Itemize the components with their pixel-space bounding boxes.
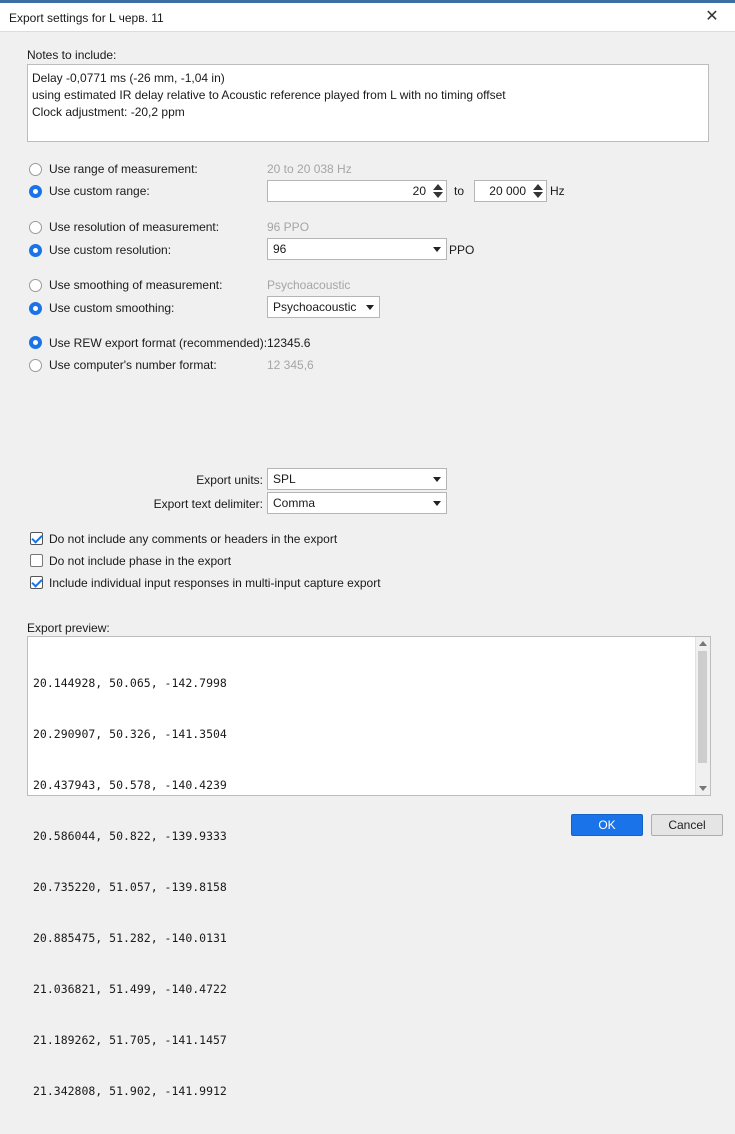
resolution-custom-radio[interactable] bbox=[29, 244, 42, 257]
chevron-down-icon[interactable] bbox=[433, 247, 441, 252]
preview-lines bbox=[33, 641, 227, 1134]
resolution-measurement-value: 96 PPO bbox=[267, 220, 310, 234]
range-measurement-label: Use range of measurement: bbox=[49, 162, 198, 176]
range-measurement-value: 20 to 20 038 Hz bbox=[267, 162, 352, 176]
individual-inputs-checkbox[interactable] bbox=[30, 576, 43, 589]
close-icon[interactable]: ✕ bbox=[705, 8, 719, 25]
delimiter-select[interactable] bbox=[267, 492, 447, 514]
scroll-down-icon[interactable] bbox=[699, 786, 707, 791]
notes-line: using estimated IR delay relative to Acoustic reference played from L with no timing offset bbox=[32, 88, 506, 102]
range-to-value: 20 000 bbox=[489, 184, 526, 198]
range-to-label: to bbox=[454, 184, 465, 198]
export-units-value: SPL bbox=[273, 472, 296, 486]
chevron-down-icon[interactable] bbox=[433, 501, 441, 506]
smoothing-measurement-value: Psychoacoustic bbox=[267, 278, 351, 292]
resolution-select-value: 96 bbox=[273, 242, 287, 256]
no-phase-label: Do not include phase in the export bbox=[49, 554, 232, 568]
notes-line: Delay -0,0771 ms (-26 mm, -1,04 in) bbox=[32, 71, 225, 85]
individual-inputs-label: Include individual input responses in multi-input capture export bbox=[49, 576, 381, 590]
smoothing-measurement-label: Use smoothing of measurement: bbox=[49, 278, 223, 292]
delimiter-value: Comma bbox=[273, 496, 316, 510]
preview-line: 20.586044, 50.822, -139.9333 bbox=[33, 829, 227, 843]
preview-line: 21.036821, 51.499, -140.4722 bbox=[33, 982, 227, 996]
resolution-custom-label: Use custom resolution: bbox=[49, 243, 172, 257]
chevron-down-icon[interactable] bbox=[366, 305, 374, 310]
smoothing-select[interactable] bbox=[267, 296, 380, 318]
export-units-label: Export units: bbox=[196, 473, 263, 487]
spinner-arrows-icon[interactable] bbox=[533, 184, 543, 198]
range-from-spinner[interactable] bbox=[267, 180, 447, 202]
preview-line: 20.735220, 51.057, -139.8158 bbox=[33, 880, 227, 894]
preview-line: 20.290907, 50.326, -141.3504 bbox=[33, 727, 227, 741]
spinner-arrows-icon[interactable] bbox=[433, 184, 443, 198]
range-measurement-radio[interactable] bbox=[29, 163, 42, 176]
preview-line: 20.144928, 50.065, -142.7998 bbox=[33, 676, 227, 690]
chevron-down-icon[interactable] bbox=[433, 477, 441, 482]
computer-format-label: Use computer's number format: bbox=[49, 358, 217, 372]
rew-format-label: Use REW export format (recommended): bbox=[49, 336, 268, 350]
preview-scrollbar[interactable] bbox=[695, 637, 710, 795]
notes-textarea[interactable] bbox=[27, 64, 709, 142]
resolution-measurement-label: Use resolution of measurement: bbox=[49, 220, 220, 234]
preview-label: Export preview: bbox=[27, 621, 110, 635]
preview-line: 21.189262, 51.705, -141.1457 bbox=[33, 1033, 227, 1047]
computer-format-radio[interactable] bbox=[29, 359, 42, 372]
range-to-spinner[interactable] bbox=[474, 180, 547, 202]
scroll-up-icon[interactable] bbox=[699, 641, 707, 646]
range-custom-radio[interactable] bbox=[29, 185, 42, 198]
scrollbar-thumb[interactable] bbox=[698, 651, 707, 763]
smoothing-measurement-radio[interactable] bbox=[29, 279, 42, 292]
no-phase-checkbox[interactable] bbox=[30, 554, 43, 567]
smoothing-custom-label: Use custom smoothing: bbox=[49, 301, 175, 315]
title-bar bbox=[0, 3, 735, 32]
notes-label: Notes to include: bbox=[27, 48, 117, 62]
ok-button[interactable]: OK bbox=[571, 814, 643, 836]
resolution-unit: PPO bbox=[449, 243, 475, 257]
preview-line: 20.437943, 50.578, -140.4239 bbox=[33, 778, 227, 792]
rew-format-example: 12345.6 bbox=[267, 336, 311, 350]
no-headers-checkbox[interactable] bbox=[30, 532, 43, 545]
smoothing-custom-radio[interactable] bbox=[29, 302, 42, 315]
preview-line: 21.342808, 51.902, -141.9912 bbox=[33, 1084, 227, 1098]
no-headers-label: Do not include any comments or headers in the export bbox=[49, 532, 338, 546]
range-custom-label: Use custom range: bbox=[49, 184, 150, 198]
smoothing-select-value: Psychoacoustic bbox=[273, 300, 357, 314]
computer-format-example: 12 345,6 bbox=[267, 358, 314, 372]
export-units-select[interactable] bbox=[267, 468, 447, 490]
range-unit: Hz bbox=[550, 184, 565, 198]
resolution-measurement-radio[interactable] bbox=[29, 221, 42, 234]
resolution-select[interactable] bbox=[267, 238, 447, 260]
rew-format-radio[interactable] bbox=[29, 336, 42, 349]
notes-line: Clock adjustment: -20,2 ppm bbox=[32, 105, 185, 119]
range-from-value: 20 bbox=[412, 184, 426, 198]
preview-line: 20.885475, 51.282, -140.0131 bbox=[33, 931, 227, 945]
cancel-button[interactable]: Cancel bbox=[651, 814, 723, 836]
window-title: Export settings for L черв. 11 bbox=[9, 11, 164, 25]
delimiter-label: Export text delimiter: bbox=[153, 497, 263, 511]
